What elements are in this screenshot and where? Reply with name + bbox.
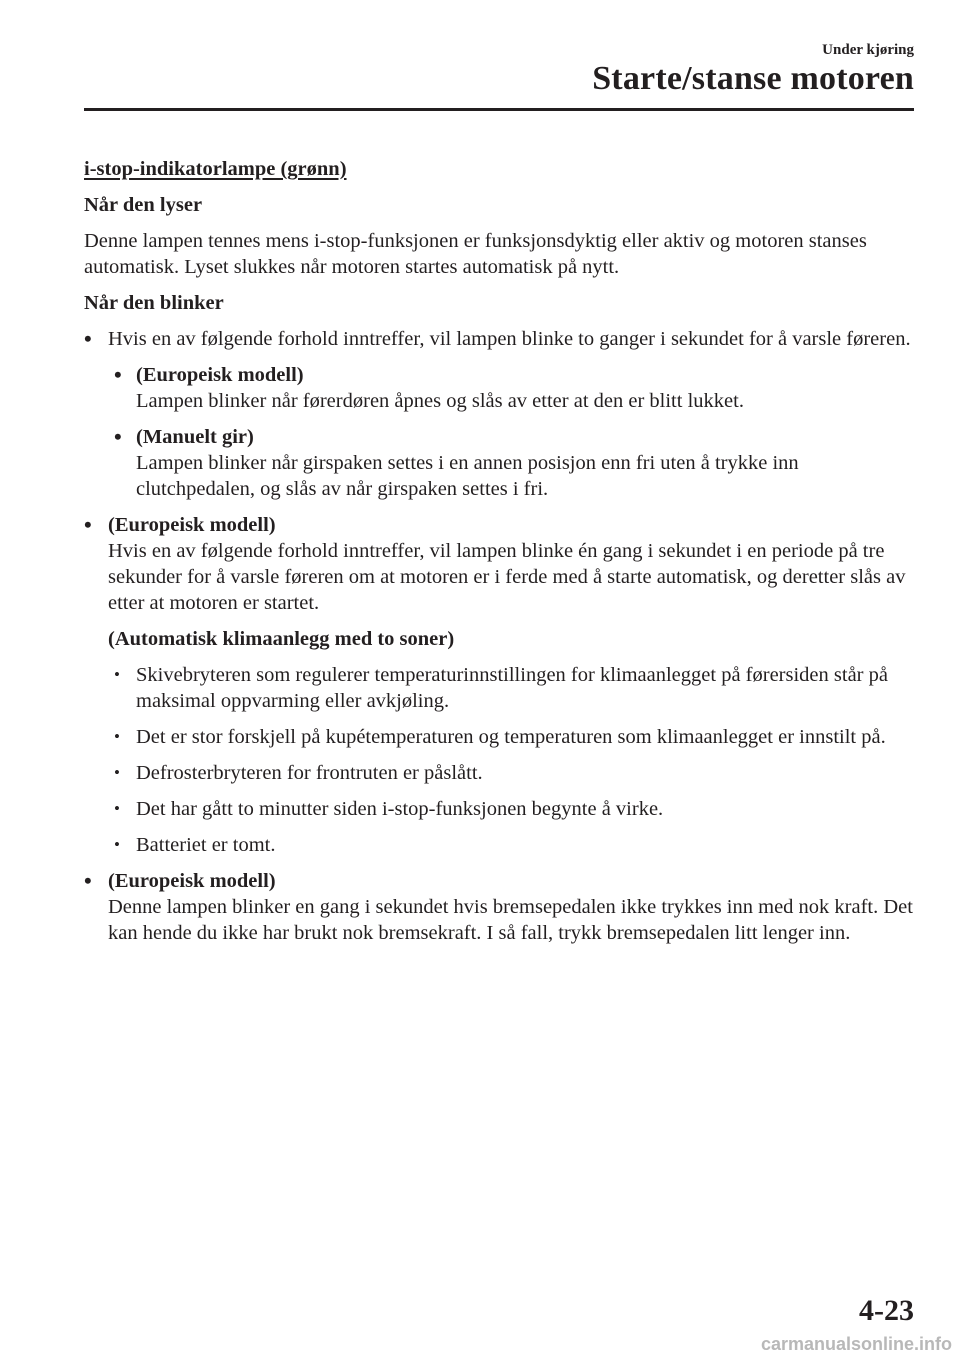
site-watermark: carmanualsonline.info: [760, 1334, 952, 1354]
bullet-item: [84, 512, 916, 616]
lit-description: Denne lampen tennes mens i-stop-funksjonen er funksjonsdyktig eller aktiv og motoren stanses automatisk. Lyset slukkes når motoren startes automatisk på nytt.: [84, 230, 867, 278]
section-subheading: i-stop-indikatorlampe (grønn): [84, 158, 347, 180]
climate-item: [84, 796, 916, 822]
sub-bullet-item: [84, 424, 916, 502]
page-title: Starte/stanse motoren: [592, 60, 914, 97]
climate-item-text: Batteriet er tomt.: [136, 834, 276, 856]
bullet-text: Hvis en av følgende forhold inntreffer, vil lampen blinke to ganger i sekundet for å varsle føreren.: [108, 328, 911, 350]
bullet-text: Hvis en av følgende forhold inntreffer, vil lampen blinke én gang i sekundet i en periode på tre sekunder for å varsle føreren om at motoren er i ferde med å starte automatisk, og deretter slås av etter at motoren er startet.: [108, 540, 906, 614]
bullet-dot: •: [114, 727, 120, 746]
climate-item: [84, 662, 916, 714]
bullet-title: (Europeisk modell): [108, 514, 276, 536]
header-section-label: Under kjøring: [822, 42, 914, 58]
bullet-dot: •: [84, 326, 92, 351]
sub-bullet-item: [84, 362, 916, 414]
header-divider: [84, 108, 914, 111]
bullet-dot: •: [114, 763, 120, 782]
climate-item-text: Defrosterbryteren for frontruten er påslått.: [136, 762, 483, 784]
sub-bullet-text: Lampen blinker når førerdøren åpnes og slås av etter at den er blitt lukket.: [136, 390, 744, 412]
page-number: 4-23: [859, 1294, 914, 1327]
bullet-title: (Europeisk modell): [108, 870, 276, 892]
climate-item-text: Det har gått to minutter siden i-stop-funksjonen begynte å virke.: [136, 798, 664, 820]
bullet-dot: •: [84, 868, 92, 893]
lit-label: Når den lyser: [84, 194, 203, 216]
climate-item: [84, 760, 916, 786]
bullet-dot: •: [114, 424, 122, 449]
climate-item-text: Det er stor forskjell på kupétemperaturen og temperaturen som klimaanlegget er innstilt på.: [136, 726, 886, 748]
bullet-dot: •: [114, 835, 120, 854]
sub-bullet-title: (Europeisk modell): [136, 364, 304, 386]
bullet-dot: •: [114, 665, 120, 684]
bullet-dot: •: [114, 799, 120, 818]
sub-bullet-title: (Manuelt gir): [136, 426, 254, 448]
bullet-dot: •: [114, 362, 122, 387]
bullet-item: [84, 326, 916, 352]
climate-heading: (Automatisk klimaanlegg med to soner): [108, 628, 455, 650]
bullet-item: [84, 868, 916, 946]
climate-item: [84, 724, 916, 750]
bullet-text: Denne lampen blinker en gang i sekundet hvis bremsepedalen ikke trykkes inn med nok kraft. Det kan hende du ikke har brukt nok bremsekraft. I så fall, trykk bremsepedalen litt lenger inn.: [108, 896, 913, 944]
climate-item-text: Skivebryteren som regulerer temperaturinnstillingen for klimaanlegget på førersiden står på maksimal oppvarming eller avkjøling.: [136, 664, 888, 712]
climate-item: [84, 832, 916, 858]
sub-bullet-text: Lampen blinker når girspaken settes i en annen posisjon enn fri uten å trykke inn clutchpedalen, og slås av når girspaken settes i fri.: [136, 452, 799, 500]
blink-label: Når den blinker: [84, 292, 224, 314]
page-content: [84, 156, 916, 956]
bullet-dot: •: [84, 512, 92, 537]
